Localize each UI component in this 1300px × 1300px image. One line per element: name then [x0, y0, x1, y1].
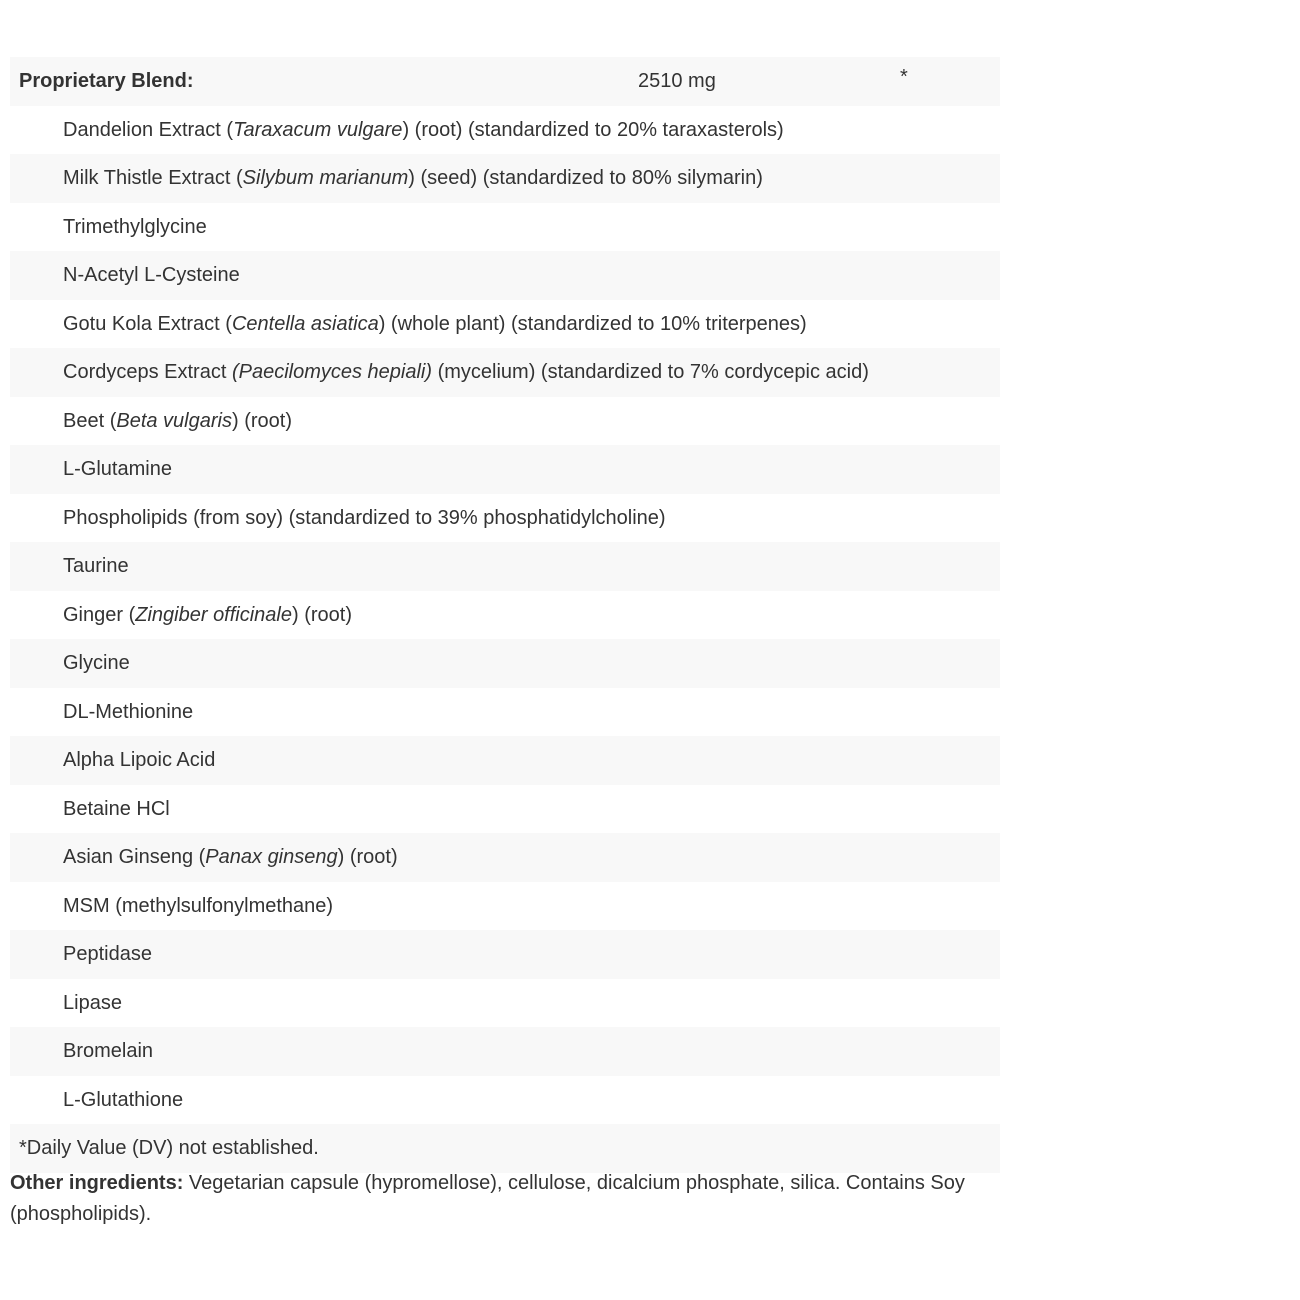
- blend-row: [10, 57, 1000, 106]
- ingredient-latin-name: Centella asiatica: [231, 312, 379, 335]
- blend-amount: 2510 mg: [638, 70, 716, 92]
- ingredient-row: [10, 833, 1000, 882]
- ingredient-name-text: Milk Thistle Extract (: [63, 167, 243, 189]
- ingredient-name: [63, 397, 292, 446]
- ingredient-name: [63, 445, 172, 494]
- ingredient-name-text: DL-Methionine: [63, 700, 194, 723]
- ingredient-name-text: Trimethylglycine: [63, 215, 207, 238]
- ingredient-name: [63, 688, 193, 737]
- ingredient-name-text: Asian Ginseng (: [63, 846, 206, 868]
- ingredient-list: [10, 106, 1000, 1125]
- other-ingredients-text: Vegetarian capsule (hypromellose), cellulose, dicalcium phosphate, silica. Contains Soy (phospholipids).: [10, 1172, 965, 1225]
- ingredient-name-text: Beet (: [63, 409, 117, 432]
- ingredient-row: [10, 688, 1000, 737]
- ingredient-detail-text: ) (whole plant) (standardized to 10% triterpenes): [378, 312, 807, 335]
- other-ingredients: [10, 1168, 1000, 1230]
- ingredient-row: [10, 882, 1000, 931]
- footnote-text: *Daily Value (DV) not established.: [19, 1137, 319, 1159]
- ingredient-name-text: Bromelain: [63, 1040, 154, 1062]
- ingredient-row: [10, 591, 1000, 640]
- ingredient-row: [10, 251, 1000, 300]
- ingredient-name: [63, 979, 122, 1028]
- ingredient-row: [10, 445, 1000, 494]
- ingredient-detail-text: ) (root): [337, 846, 398, 868]
- ingredient-name-text: Peptidase: [63, 943, 152, 965]
- ingredient-row: [10, 736, 1000, 785]
- ingredient-name-text: Lipase: [63, 991, 122, 1014]
- ingredient-name-text: L-Glutathione: [63, 1088, 184, 1111]
- ingredient-name: [63, 348, 869, 397]
- ingredient-row: [10, 154, 1000, 203]
- ingredient-detail-text: ) (root): [292, 603, 352, 626]
- blend-dv: *: [900, 66, 908, 88]
- ingredient-row: [10, 1076, 1000, 1125]
- blend-name: Proprietary Blend:: [19, 70, 194, 92]
- ingredient-detail-text: (mycelium) (standardized to 7% cordycepic acid): [432, 361, 869, 383]
- ingredient-name-text: Alpha Lipoic Acid: [63, 749, 216, 771]
- ingredient-row: [10, 494, 1000, 543]
- ingredient-name-text: Cordyceps Extract: [63, 361, 232, 383]
- ingredient-latin-name: (Paecilomyces hepiali): [231, 361, 433, 383]
- ingredient-name: [63, 930, 152, 979]
- ingredient-row: [10, 1027, 1000, 1076]
- ingredient-row: [10, 979, 1000, 1028]
- ingredient-name: [63, 106, 784, 155]
- ingredient-name: [63, 1027, 153, 1076]
- ingredient-row: [10, 542, 1000, 591]
- ingredient-name: [63, 251, 240, 300]
- ingredient-detail-text: ) (root): [231, 409, 292, 432]
- ingredient-row: [10, 639, 1000, 688]
- ingredient-latin-name: Panax ginseng: [205, 846, 338, 868]
- ingredient-name: [63, 203, 207, 252]
- ingredient-row: [10, 348, 1000, 397]
- ingredient-name: [63, 785, 170, 834]
- ingredient-name: [63, 882, 333, 931]
- ingredient-name-text: MSM (methylsulfonylmethane): [63, 894, 334, 917]
- ingredient-name: [63, 833, 398, 882]
- ingredient-latin-name: Zingiber officinale: [135, 603, 292, 626]
- ingredient-name: [63, 154, 763, 203]
- supplement-facts-table: [10, 57, 1000, 1173]
- ingredient-name-text: L-Glutamine: [63, 458, 172, 480]
- ingredient-name: [63, 300, 807, 349]
- ingredient-name: [63, 494, 666, 543]
- ingredient-detail-text: ) (seed) (standardized to 80% silymarin): [408, 167, 763, 189]
- ingredient-name: [63, 1076, 183, 1125]
- ingredient-name-text: Ginger (: [63, 603, 136, 626]
- ingredient-name: [63, 591, 352, 640]
- other-ingredients-label: Other ingredients:: [10, 1172, 184, 1194]
- ingredient-latin-name: Taraxacum vulgare: [233, 118, 403, 141]
- ingredient-name-text: Taurine: [63, 555, 129, 577]
- ingredient-detail-text: ) (root) (standardized to 20% taraxasterols): [402, 118, 784, 141]
- ingredient-name-text: Glycine: [63, 652, 130, 674]
- ingredient-latin-name: Silybum marianum: [242, 167, 409, 189]
- ingredient-name: [63, 542, 129, 591]
- ingredient-row: [10, 203, 1000, 252]
- ingredient-name-text: Dandelion Extract (: [63, 118, 234, 141]
- ingredient-name-text: N-Acetyl L-Cysteine: [63, 264, 240, 286]
- ingredient-name: [63, 639, 130, 688]
- ingredient-name-text: Gotu Kola Extract (: [63, 312, 232, 335]
- ingredient-row: [10, 785, 1000, 834]
- ingredient-name-text: Betaine HCl: [63, 797, 170, 820]
- ingredient-row: [10, 106, 1000, 155]
- ingredient-name-text: Phospholipids (from soy) (standardized to 39% phosphatidylcholine): [63, 506, 666, 529]
- footnote-row: [10, 1124, 1000, 1173]
- ingredient-row: [10, 930, 1000, 979]
- ingredient-name: [63, 736, 215, 785]
- ingredient-latin-name: Beta vulgaris: [116, 409, 232, 432]
- ingredient-row: [10, 300, 1000, 349]
- ingredient-row: [10, 397, 1000, 446]
